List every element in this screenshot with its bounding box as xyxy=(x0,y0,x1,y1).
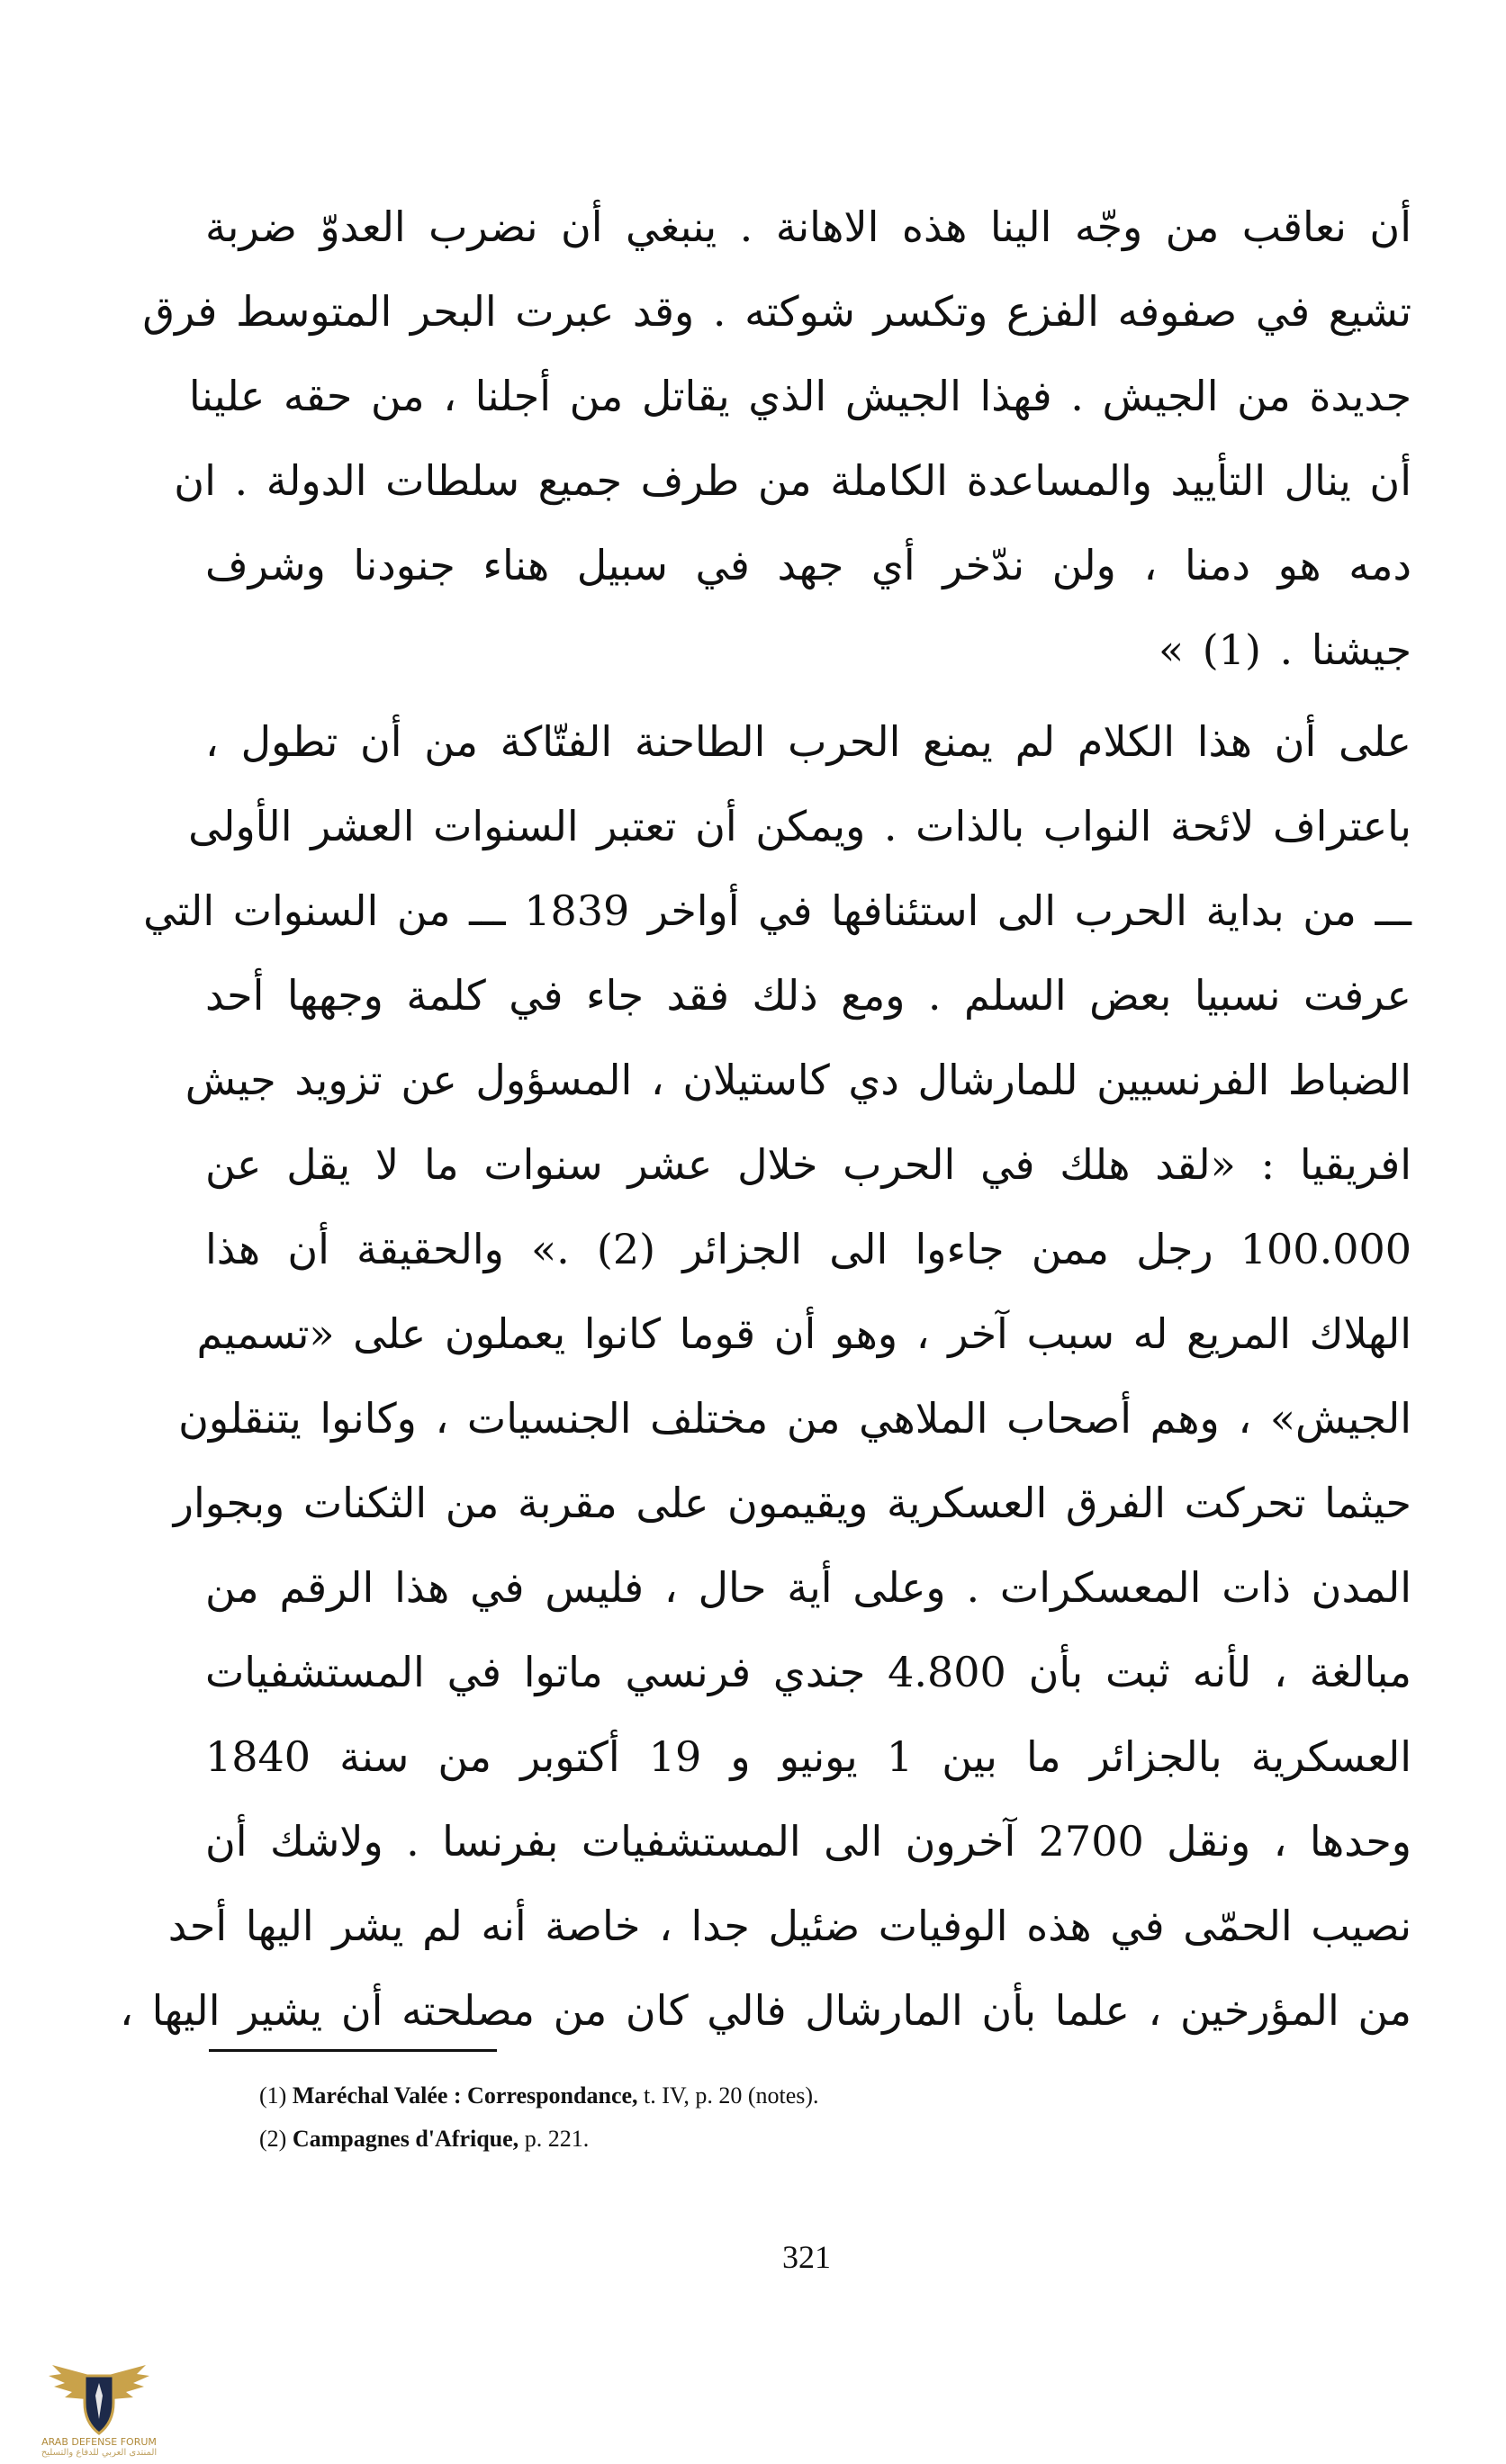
body-line: ـــ من بداية الحرب الى استئنافها في أواخر 1839 ـــ من السنوات التي xyxy=(143,886,1411,935)
body-line: الهلاك المريع له سبب آخر ، وهو أن قوما كانوا يعملون على «تسميم xyxy=(196,1309,1411,1358)
body-line: 100.000 رجل ممن جاءوا الى الجزائر (2) .» والحقيقة أن هذا xyxy=(205,1225,1411,1273)
body-line: باعتراف لائحة النواب بالذات . ويمكن أن تعتبر السنوات العشر الأولى xyxy=(188,802,1411,850)
body-line: الضباط الفرنسيين للمارشال دي كاستيلان ، المسؤول عن تزويد جيش xyxy=(185,1056,1411,1104)
footnote-separator xyxy=(209,2049,497,2052)
body-line: دمه هو دمنا ، ولن ندّخر أي جهد في سبيل هناء جنودنا وشرف xyxy=(205,541,1411,589)
body-line: جديدة من الجيش . فهذا الجيش الذي يقاتل من أجلنا ، من حقه علينا xyxy=(188,372,1411,420)
body-line: أن نعاقب من وجّه الينا هذه الاهانة . ينبغي أن نضرب العدوّ ضربة xyxy=(205,202,1411,251)
body-line: على أن هذا الكلام لم يمنع الحرب الطاحنة الفتّاكة من أن تطول ، xyxy=(205,717,1411,766)
footnote-marker: (2) xyxy=(259,2126,287,2152)
footnotes xyxy=(259,2074,1249,2161)
body-line: أن ينال التأييد والمساعدة الكاملة من طرف جميع سلطات الدولة . ان xyxy=(174,456,1411,505)
watermark-caption-arabic: المنتدى العربي للدفاع والتسليح xyxy=(41,2448,158,2458)
watermark-caption: ARAB DEFENSE FORUM xyxy=(41,2436,157,2448)
body-line: العسكرية بالجزائر ما بين 1 يونيو و 19 أكتوبر من سنة 1840 xyxy=(205,1732,1411,1781)
footnote-2 xyxy=(259,2118,1249,2161)
footnote-marker: (1) xyxy=(259,2082,287,2109)
page-number: 321 xyxy=(782,2239,831,2275)
body-line: المدن ذات المعسكرات . وعلى أية حال ، فليس في هذا الرقم من xyxy=(205,1563,1411,1612)
paragraph-gap xyxy=(205,692,1411,699)
footnote-source: Maréchal Valée : Correspondance, xyxy=(292,2082,638,2109)
body-line: الجيش» ، وهم أصحاب الملاهي من مختلف الجنسيات ، وكانوا يتنقلون xyxy=(178,1394,1411,1443)
body-line: نصيب الحمّى في هذه الوفيات ضئيل جدا ، خاصة أنه لم يشر اليها أحد xyxy=(167,1902,1411,1950)
watermark xyxy=(9,2360,189,2459)
winged-shield-logo-icon xyxy=(45,2360,153,2437)
body-line: مبالغة ، لأنه ثبت بأن 4.800 جندي فرنسي ماتوا في المستشفيات xyxy=(205,1648,1411,1696)
body-text xyxy=(120,184,1411,2053)
footnote-detail: t. IV, p. 20 (notes). xyxy=(637,2082,819,2109)
body-line: جيشنا . (1) » xyxy=(1158,625,1411,674)
footnote-source: Campagnes d'Afrique, xyxy=(292,2126,519,2152)
body-line: افريقيا : «لقد هلك في الحرب خلال عشر سنوات ما لا يقل عن xyxy=(205,1140,1411,1189)
body-line: من المؤرخين ، علما بأن المارشال فالي كان من مصلحته أن يشير اليها ، xyxy=(120,1986,1411,2035)
body-line: عرفت نسبيا بعض السلم . ومع ذلك فقد جاء في كلمة وجهها أحد xyxy=(205,971,1411,1020)
body-line: تشيع في صفوفه الفزع وتكسر شوكته . وقد عبرت البحر المتوسط فرق xyxy=(142,287,1411,336)
body-line: حيثما تحركت الفرق العسكرية ويقيمون على مقربة من الثكنات وبجوار xyxy=(173,1479,1411,1527)
body-line: وحدها ، ونقل 2700 آخرون الى المستشفيات بفرنسا . ولاشك أن xyxy=(205,1817,1411,1866)
footnote-1 xyxy=(259,2074,1249,2118)
footnote-detail: p. 221. xyxy=(519,2126,590,2152)
